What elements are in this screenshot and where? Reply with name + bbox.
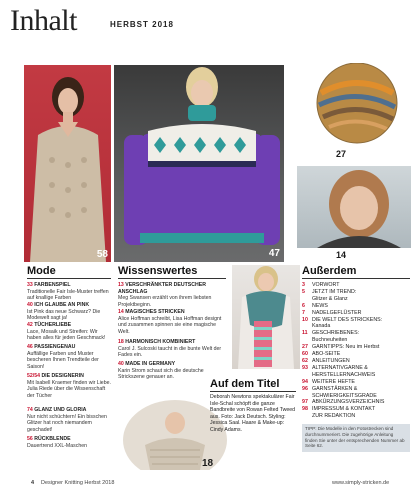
mode-entry[interactable] [27,302,113,322]
entry-description: Lace, Mosaik und Streifen: Wir haben alles für jeden Geschmack! [27,328,106,342]
item-page-number: 11 [302,330,308,337]
item-label: NADELGEFLÜSTER [312,309,362,316]
item-label: ABO-SEITE [312,351,341,358]
item-label: JETZT IM TREND: [312,288,357,295]
item-page-number: 98 [302,406,308,413]
item-page-number [302,393,312,400]
item-page-number [302,413,312,420]
entry-page-number: 13 [118,282,124,288]
entry-title: TÜCHERLIEBE [34,322,72,328]
item-label: GESCHRIEBENES: [312,330,360,337]
ausserdem-item[interactable] [302,365,410,372]
ausserdem-list [302,282,410,420]
sweater-photo[interactable] [114,65,284,262]
entry-page-number: 52/54 [27,373,40,379]
item-page-number [302,296,312,303]
entry-page-number: 46 [27,344,33,350]
entry-title: VERSCHRÄNKTER DEUTSCHER ANSCHLAG [118,282,206,295]
ausserdem-item[interactable] [302,330,410,337]
item-page-number: 96 [302,385,308,392]
item-page-number: 7 [302,309,305,316]
wissen-rule [118,278,226,279]
fair-isle-scarf-illustration [232,265,300,369]
ausserdem-heading: Außerdem [302,265,357,277]
ausserdem-item[interactable] [302,399,410,406]
mode-entry[interactable] [27,282,113,302]
entry-description: Karin Strom schaut sich die deutsche Strickszene genauer an. [118,367,204,381]
ausserdem-item[interactable] [302,310,410,317]
fair-isle-sweater-illustration [114,65,284,262]
item-label: SCHWIERIGKEITSGRADE [312,392,377,399]
ausserdem-rule [302,278,410,279]
author-portrait-illustration [297,166,411,248]
item-label: HERSTELLERNACHWEIS [312,371,376,378]
entry-page-number: 40 [118,361,124,367]
footer-url[interactable]: www.simply-stricken.de [332,480,390,486]
entry-page-number: 18 [118,339,124,345]
item-label: ALTERNATIVGARNE & [312,364,368,371]
mode-page-number: 58 [96,249,108,260]
entry-title: HARMONISCH KOMBINIERT [125,339,196,345]
wissen-entry[interactable] [118,339,228,359]
item-page-number [302,372,312,379]
entry-description: Carol J. Sulcoski taucht in die bunte Welt der Fades ein. [118,345,222,359]
mode-heading: Mode [27,265,56,277]
entry-description: Meg Swansen erzählt von ihrem liebsten Projektbeginn. [118,295,212,308]
ausserdem-item[interactable] [302,379,410,386]
item-page-number [302,323,312,330]
entry-title: PASSIENGENAU [34,344,76,350]
entry-description: Alice Hoffman schreibt, Lisa Hoffman designt und zusammen spinnen sie eine magische Welt. [118,315,222,335]
mode-entry[interactable] [27,344,113,370]
item-page-number: 94 [302,378,308,385]
entry-page-number: 42 [27,322,33,328]
item-page-number: 10 [302,316,308,323]
titel-heading: Auf dem Titel [210,378,280,390]
entry-page-number: 14 [118,309,124,315]
entry-description: Ist Pink das neue Schwarz? Die Modewelt sagt ja! [27,308,101,322]
item-label: Buchneuheiten [312,337,348,344]
item-page-number: 93 [302,364,308,371]
ausserdem-item[interactable] [302,282,410,289]
yarn-ball-illustration [297,63,411,148]
item-page-number: 3 [302,282,305,288]
entry-title: MADE IN GERMANY [125,361,176,367]
entry-title: DIE DESIGNERIN [41,373,84,379]
mode-entry[interactable] [27,373,113,399]
item-label: VORWORT [312,282,340,288]
entry-page-number: 74 [27,407,33,413]
item-label: GARNSTÄRKEN & [312,385,358,392]
author-photo[interactable] [297,166,411,248]
item-page-number: 6 [302,302,305,309]
entry-title: FARBENSPIEL [34,282,71,288]
round-page-number: 18 [202,458,214,469]
item-page-number: 60 [302,351,308,358]
ausserdem-item[interactable] [302,351,410,358]
ausserdem-item[interactable] [302,406,410,413]
page-title: Inhalt [10,4,77,37]
ausserdem-item[interactable] [302,289,410,296]
item-label: ABKÜRZUNGSVERZEICHNIS [312,399,385,406]
item-label: GARNTIPPS: Neu im Herbst [312,344,380,351]
wissen-heading: Wissenswertes [118,265,198,277]
item-label: ZUR REDAKTION [312,413,356,420]
ausserdem-item[interactable] [302,337,410,344]
item-page-number: 27 [302,344,308,351]
mode-entry[interactable] [27,322,113,342]
entry-title: RÜCKBLENDE [34,436,71,442]
entry-description: Traditionelle Fair Isle-Muster treffen auf knallige Farben [27,288,109,302]
entry-page-number: 33 [27,282,33,288]
tipp-box: TIPP: Die Modelle in den Fotostrecken sind durchnummeriert. Die zugehörige Anleitung finden Sie unter der entsprechenden Nummer ab Seite 62. [302,424,410,452]
mode-rule [27,278,111,279]
entry-title: GLANZ UND GLORIA [34,407,87,413]
footer-page-number: 4 [31,480,35,486]
titel-description: Deborah Newtons spektakulärer Fair Isle-Schal schöpft die ganze Bandbreite von Rowan Felted Tweed aus. Foto: Jack Deutsch. Styling: Jessica Saal. Haare & Make-up: Cindy Adams. [210,394,295,433]
item-label: ANLEITUNGEN [312,357,350,364]
ausserdem-item[interactable] [302,413,410,420]
item-label: NEWS [312,302,328,309]
issue-label: HERBST 2018 [110,20,174,29]
scarf-photo[interactable] [232,265,300,369]
item-page-number: 97 [302,399,308,406]
yarn-photo[interactable] [297,63,411,148]
mode-entry[interactable] [27,407,113,433]
ausserdem-item[interactable] [302,323,410,330]
entry-page-number: 56 [27,436,33,442]
entry-title: ICH GLAUBE AN PINK [34,302,90,308]
item-page-number: 62 [302,357,308,364]
yarn-page-number-label: 27 [336,149,347,159]
item-page-number: 5 [302,288,305,295]
ausserdem-item[interactable] [302,303,410,310]
ausserdem-item[interactable] [302,344,410,351]
ausserdem-item[interactable] [302,317,410,324]
item-page-number [302,337,312,344]
ausserdem-item[interactable] [302,296,410,303]
mode-photo[interactable] [24,65,111,262]
entry-title: MAGISCHES STRICKEN [125,309,185,315]
wissen-entry[interactable] [118,309,228,335]
entry-description: Mit Isabell Kraemer finden wir Liebe. Julia Riede über die Wissenschaft der Tücher [27,379,111,399]
mode-entry[interactable] [27,436,113,449]
sweater-page-number: 47 [268,248,280,259]
item-label: IMPRESSUM & KONTAKT [312,406,376,413]
footer-magazine: Designer Knitting Herbst 2018 [41,480,115,486]
item-label: WEITERE HEFTE [312,378,355,385]
item-label: Glitzer & Glanz [312,295,348,302]
author-page-number: 14 [336,250,347,260]
ausserdem-item[interactable] [302,372,410,379]
item-label: Kanada [312,323,331,330]
ausserdem-item[interactable] [302,358,410,365]
titel-rule [210,391,296,392]
entry-description: Auffällige Farben und Muster bescheren Ihnen Trendteile der Saison! [27,350,99,370]
entry-page-number: 40 [27,302,33,308]
wissen-entry[interactable] [118,282,228,308]
entry-description: Nur nicht schüchtern! Ein bisschen Glitzer hat noch niemandem geschadet! [27,413,107,433]
item-label: DIE WELT DES STRICKENS: [312,316,383,323]
ausserdem-item[interactable] [302,386,410,393]
entry-description: Dauertrend XXL-Maschen [27,442,87,449]
woman-cardigan-illustration [24,65,111,262]
